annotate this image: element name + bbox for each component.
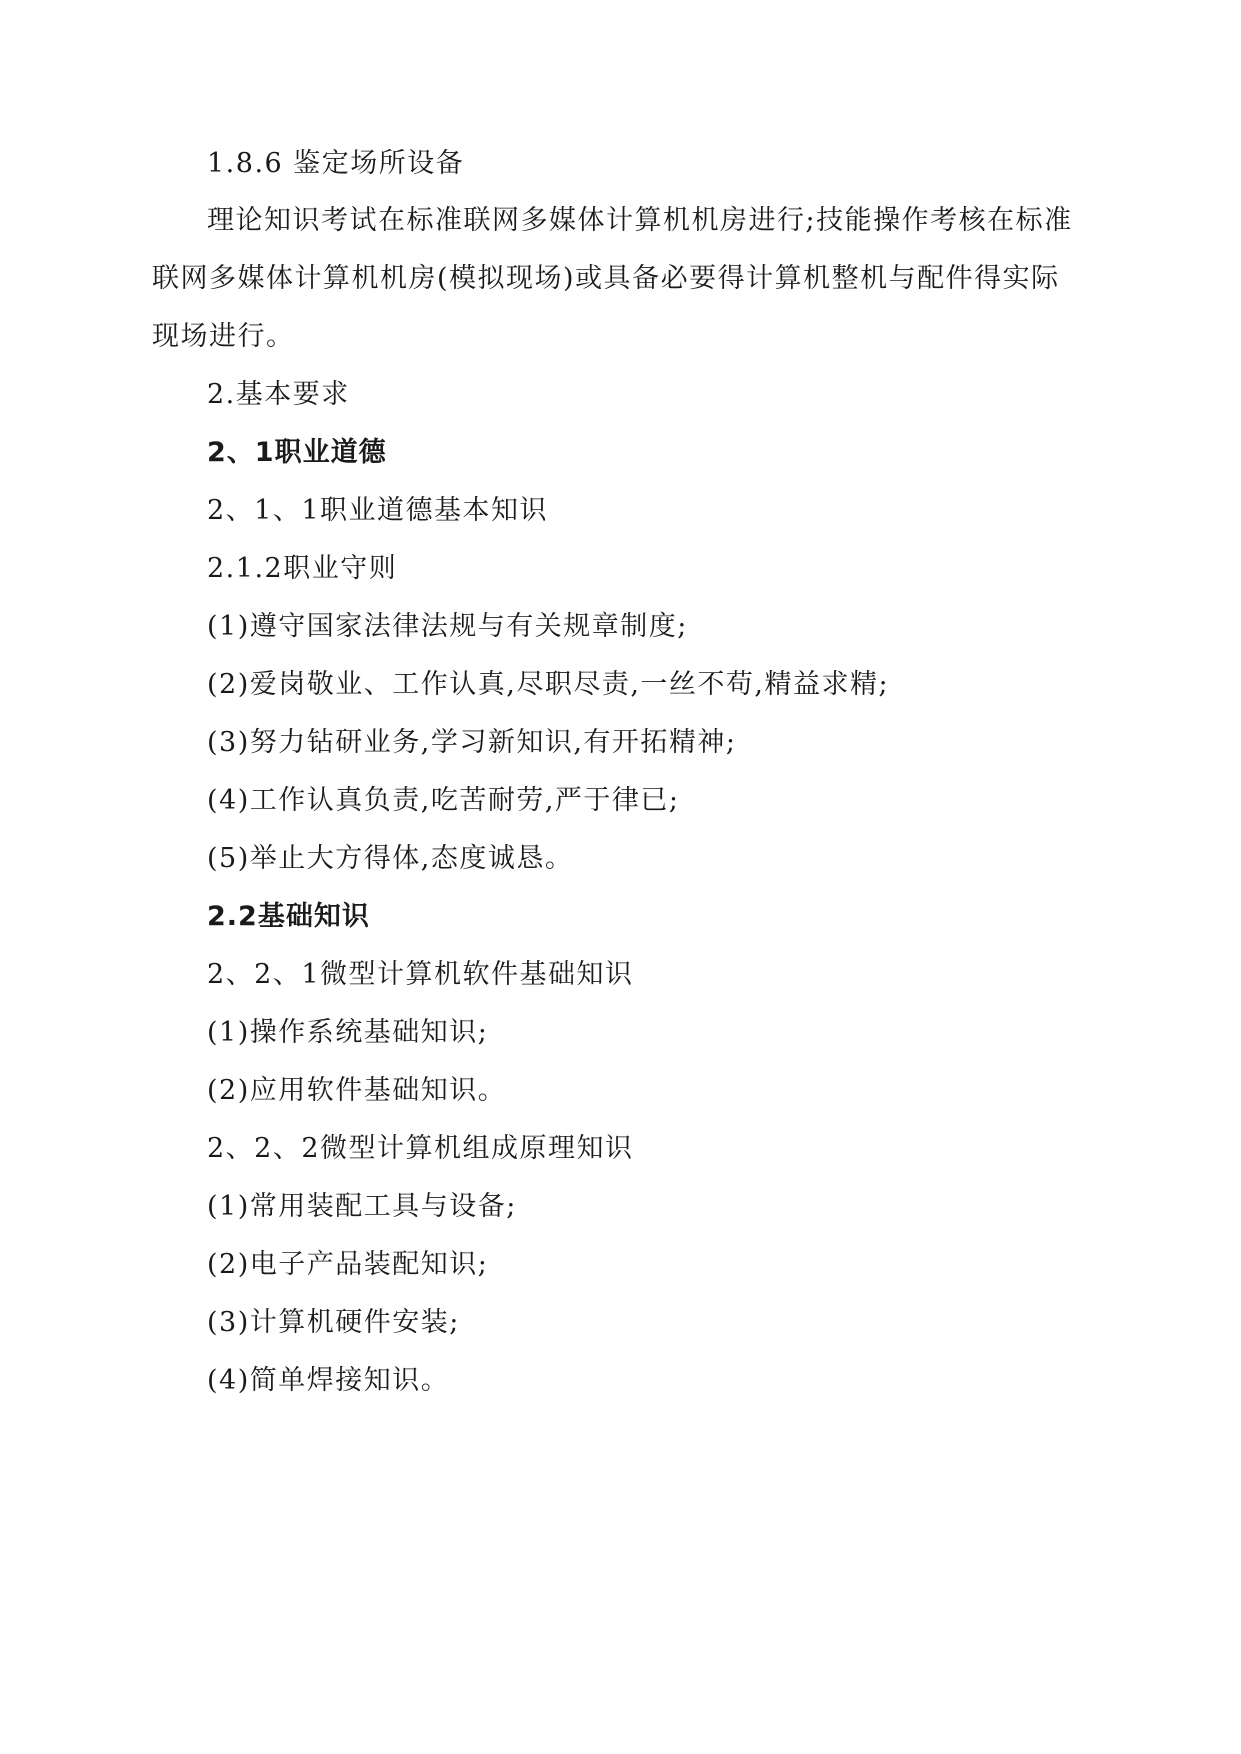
section-1-8-6-paragraph-line-1: 理论知识考试在标准联网多媒体计算机机房进行;技能操作考核在标准 xyxy=(207,205,1073,236)
rule-item-3: (3)努力钻研业务,学习新知识,有开拓精神; xyxy=(207,727,737,758)
rule-item-4: (4)工作认真负责,吃苦耐劳,严于律已; xyxy=(207,785,680,816)
hardware-item-3: (3)计算机硬件安装; xyxy=(207,1307,460,1338)
section-2-1-1-title: 2、1、1职业道德基本知识 xyxy=(207,495,549,526)
hardware-item-1: (1)常用装配工具与设备; xyxy=(207,1191,517,1222)
section-2-1-2-title: 2.1.2职业守则 xyxy=(207,553,398,584)
rule-item-1: (1)遵守国家法律法规与有关规章制度; xyxy=(207,611,688,642)
software-item-1: (1)操作系统基础知识; xyxy=(207,1017,489,1048)
rule-item-2: (2)爱岗敬业、工作认真,尽职尽责,一丝不苟,精益求精; xyxy=(207,669,890,700)
hardware-item-2: (2)电子产品装配知识; xyxy=(207,1249,489,1280)
section-2-title: 2.基本要求 xyxy=(207,379,350,410)
section-1-8-6-paragraph-line-2: 联网多媒体计算机机房(模拟现场)或具备必要得计算机整机与配件得实际 xyxy=(152,263,1060,294)
section-2-1-heading: 2、1职业道德 xyxy=(207,437,387,468)
hardware-item-4: (4)简单焊接知识。 xyxy=(207,1365,450,1396)
section-1-8-6-title: 1.8.6 鉴定场所设备 xyxy=(207,148,465,179)
rule-item-5: (5)举止大方得体,态度诚恳。 xyxy=(207,843,574,874)
section-1-8-6-paragraph-line-3: 现场进行。 xyxy=(152,321,295,352)
section-2-2-1-title: 2、2、1微型计算机软件基础知识 xyxy=(207,959,634,990)
software-item-2: (2)应用软件基础知识。 xyxy=(207,1075,507,1106)
section-2-2-heading: 2.2基础知识 xyxy=(207,901,370,932)
section-2-2-2-title: 2、2、2微型计算机组成原理知识 xyxy=(207,1133,634,1164)
